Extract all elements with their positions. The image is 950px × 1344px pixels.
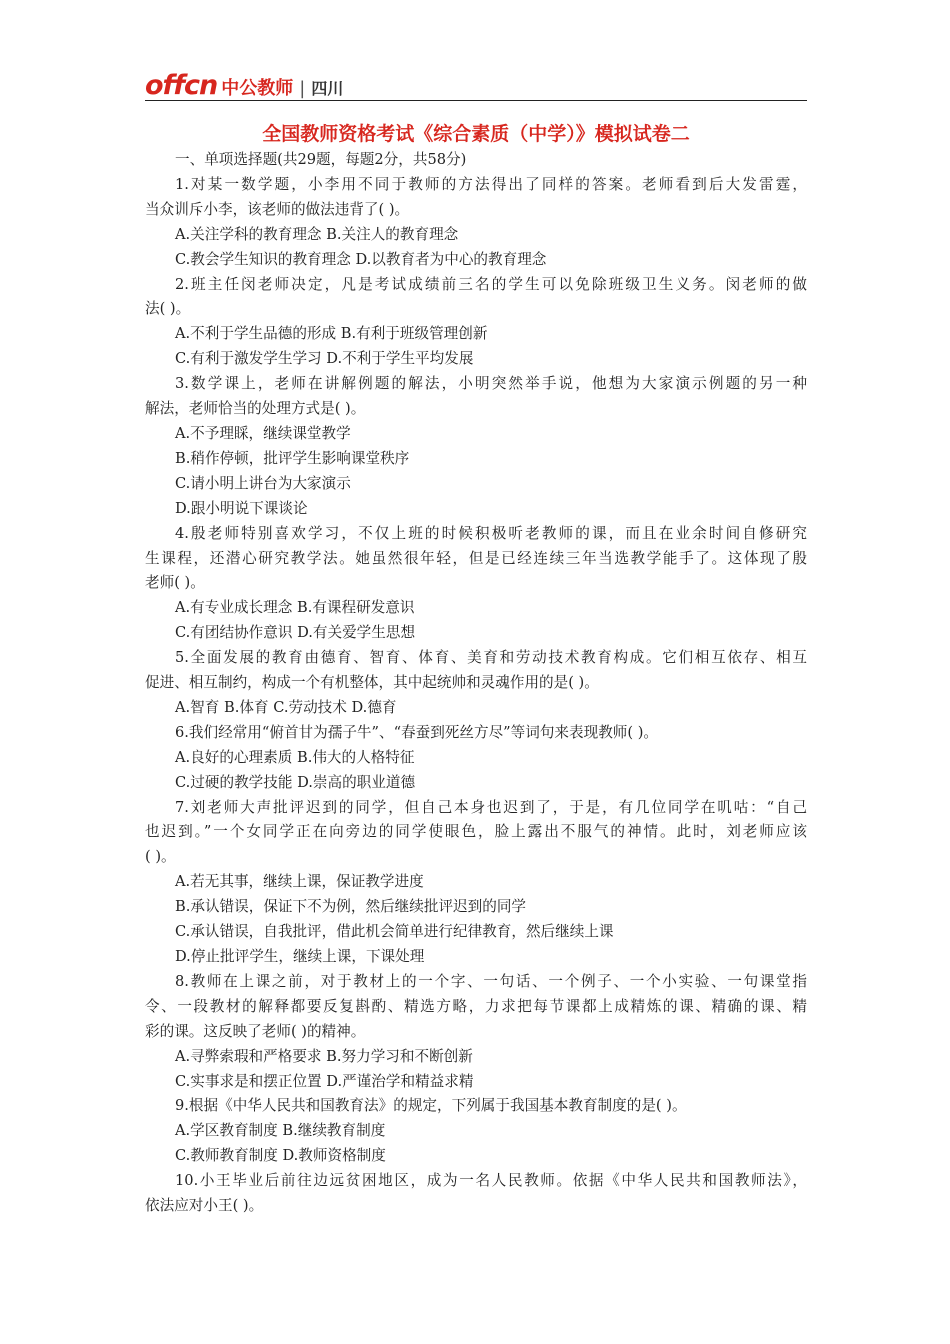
question-line: 7.刘老师大声批评迟到的同学，但自己本身也迟到了，于是，有几位同学在叽咕：“自己	[175, 798, 807, 816]
option-line: C.承认错误，自我批评，借此机会简单进行纪律教育，然后继续上课	[175, 923, 614, 941]
option-line: C.有利于激发学生学习 D.不利于学生平均发展	[175, 350, 474, 368]
option-line: C.过硬的教学技能 D.崇高的职业道德	[175, 773, 416, 791]
option-line: D.跟小明说下课谈论	[175, 499, 308, 517]
option-line: C.请小明上讲台为大家演示	[175, 474, 351, 492]
question-line: 依法应对小王( )。	[145, 1197, 264, 1215]
option-line: A.智育 B.体育 C.劳动技术 D.德育	[175, 698, 397, 716]
question-line: 5.全面发展的教育由德育、智育、体育、美育和劳动技术教育构成。它们相互依存、相互	[175, 649, 807, 667]
question-line: 1.对某一数学题，小李用不同于教师的方法得出了同样的答案。老师看到后大发雷霆，	[175, 175, 807, 193]
question-line: 彩的课。这反映了老师( )的精神。	[145, 1022, 366, 1040]
question-line: 8.教师在上课之前，对于教材上的一个字、一句话、一个例子、一个小实验、一句课堂指	[175, 972, 807, 990]
question-line: 10.小王毕业后前往边远贫困地区，成为一名人民教师。依据《中华人民共和国教师法》，	[175, 1172, 807, 1190]
question-line: 3.数学课上，老师在讲解例题的解法，小明突然举手说，他想为大家演示例题的另一种	[175, 375, 807, 393]
question-line: 解法，老师恰当的处理方式是( )。	[145, 400, 366, 418]
option-line: C.实事求是和摆正位置 D.严谨治学和精益求精	[175, 1072, 474, 1090]
option-line: A.若无其事，继续上课，保证教学进度	[175, 873, 424, 891]
logo-separator: |	[299, 78, 306, 99]
option-line: C.有团结协作意识 D.有关爱学生思想	[175, 624, 416, 642]
question-line: 令、一段教材的解释都要反复斟酌、精选方略，力求把每节课都上成精炼的课、精确的课、精	[145, 997, 807, 1015]
question-line: 6.我们经常用“俯首甘为孺子牛”、“春蚕到死丝方尽”等词句来表现教师( )。	[175, 723, 659, 741]
option-line: A.有专业成长理念 B.有课程研发意识	[175, 599, 415, 617]
option-line: A.学区教育制度 B.继续教育制度	[175, 1122, 386, 1140]
option-line: A.不予理睬，继续课堂教学	[175, 424, 351, 442]
question-line: 生课程，还潜心研究教学法。她虽然很年轻，但是已经连续三年当选教学能手了。这体现了殷	[145, 549, 807, 567]
option-line: D.停止批评学生，继续上课，下课处理	[175, 948, 425, 965]
section-heading: 一、单项选择题(共29题，每题2分，共58分)	[175, 151, 467, 168]
page-header	[145, 70, 807, 102]
header-rule	[145, 100, 807, 101]
question-line: 法( )。	[145, 300, 191, 318]
logo-mark: offcn	[145, 70, 218, 101]
document-body	[145, 148, 807, 1219]
option-line: A.不利于学生品德的形成 B.有利于班级管理创新	[175, 325, 488, 343]
option-line: C.教师教育制度 D.教师资格制度	[175, 1147, 386, 1165]
option-line: A.关注学科的教育理念 B.关注人的教育理念	[175, 225, 459, 243]
option-line: C.教会学生知识的教育理念 D.以教育者为中心的教育理念	[175, 250, 547, 268]
question-line: ( )。	[145, 848, 176, 866]
question-line: 9.根据《中华人民共和国教育法》的规定，下列属于我国基本教育制度的是( )。	[175, 1097, 687, 1115]
logo-name: 中公教师	[221, 78, 294, 99]
document-title: 全国教师资格考试《综合素质（中学）》模拟试卷二	[262, 123, 690, 145]
question-line: 当众训斥小李，该老师的做法违背了( )。	[145, 200, 410, 218]
option-line: B.承认错误，保证下不为例，然后继续批评迟到的同学	[175, 898, 527, 916]
question-line: 4.殷老师特别喜欢学习，不仅上班的时候积极听老教师的课，而且在业余时间自修研究	[175, 524, 807, 542]
question-line: 老师( )。	[145, 574, 205, 592]
question-line: 促进、相互制约，构成一个有机整体，其中起统帅和灵魂作用的是( )。	[145, 674, 599, 692]
option-line: A.良好的心理素质 B.伟大的人格特征	[175, 748, 415, 766]
question-line: 2.班主任闵老师决定，凡是考试成绩前三名的学生可以免除班级卫生义务。闵老师的做	[175, 275, 807, 293]
offcn-logo	[145, 72, 343, 100]
logo-region: 四川	[311, 79, 344, 98]
option-line: B.稍作停顿，批评学生影响课堂秩序	[175, 449, 410, 467]
question-line: 也迟到。”一个女同学正在向旁边的同学使眼色，脸上露出不服气的神情。此时，刘老师应该	[145, 823, 807, 841]
option-line: A.寻弊索瑕和严格要求 B.努力学习和不断创新	[175, 1047, 473, 1065]
